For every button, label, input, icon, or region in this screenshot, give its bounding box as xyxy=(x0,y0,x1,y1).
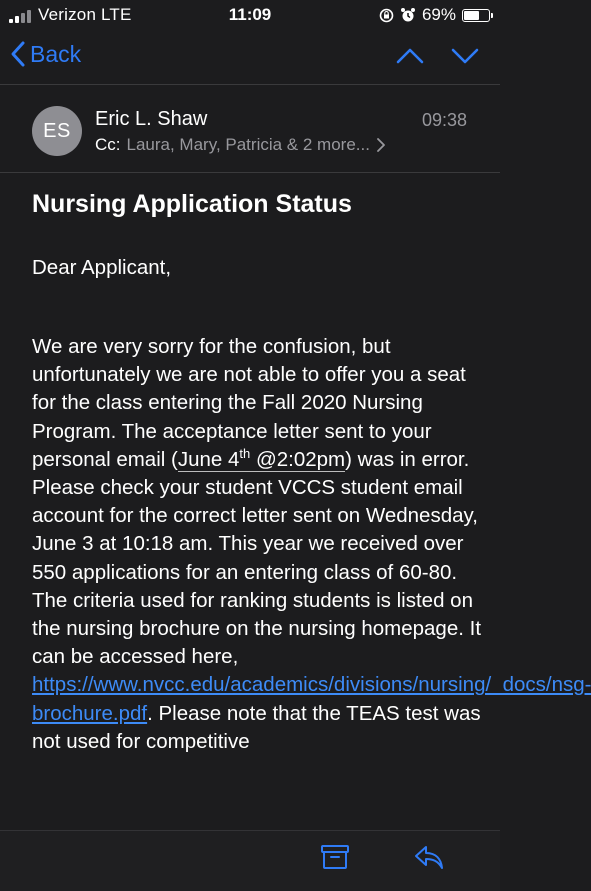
date-link-time: @2:02pm xyxy=(250,447,346,471)
date-link-day: June 4 xyxy=(177,447,240,471)
orientation-lock-icon xyxy=(379,8,394,23)
body-part-2: ) was in error. Please check your student VCCS student email account for the correct letter sent on Wednesday, June 3 at 10:18 am. This year we received over 550 applications for an entering class of 60-80. The criteria used for ranking students is listed on the nursing brochure on the nursing homepage. It can be accessed here, xyxy=(32,447,482,669)
email-greeting: Dear Applicant, xyxy=(32,256,172,279)
email-subject: Nursing Application Status xyxy=(32,190,352,218)
date-link-suffix: th xyxy=(239,445,251,461)
archive-box-icon[interactable] xyxy=(320,843,350,871)
message-time: 09:38 xyxy=(421,110,467,130)
carrier-name: Verizon LTE xyxy=(38,5,132,24)
cc-label: Cc: xyxy=(95,135,121,154)
chevron-right-icon xyxy=(375,137,387,153)
previous-message-chevron-up-icon[interactable] xyxy=(395,46,425,66)
alarm-clock-icon xyxy=(400,7,416,23)
body-part-1: We are very sorry for the confusion, but unfortunately we are not able to offer you a seat for the class entering the Fall 2020 Nursing Program. The acceptance letter sent to your personal email ( xyxy=(32,335,466,471)
reply-arrow-icon[interactable] xyxy=(413,843,445,871)
cc-recipients: Laura, Mary, Patricia & 2 more... xyxy=(126,135,370,154)
nav-divider xyxy=(0,84,500,85)
battery-percent: 69% xyxy=(421,5,456,24)
status-clock: 11:09 xyxy=(228,5,272,24)
email-body xyxy=(32,333,591,756)
status-bar xyxy=(0,0,500,30)
header-divider xyxy=(0,172,500,173)
sender-name[interactable]: Eric L. Shaw xyxy=(95,108,208,130)
chevron-left-icon xyxy=(10,40,26,68)
bottom-toolbar xyxy=(0,830,500,891)
date-link[interactable] xyxy=(177,445,346,472)
body-part-3: . Please note that the TEAS test was not used for competitive xyxy=(32,701,481,753)
battery-icon xyxy=(462,9,490,22)
back-button[interactable] xyxy=(10,40,81,68)
next-message-chevron-down-icon[interactable] xyxy=(450,46,480,66)
back-label: Back xyxy=(30,40,82,67)
brochure-link[interactable]: https://www.nvcc.edu/academics/divisions/nursing/_docs/nsg-brochure.pdf xyxy=(32,673,591,725)
cc-line[interactable] xyxy=(95,135,387,155)
avatar: ES xyxy=(32,106,82,156)
status-right xyxy=(379,5,490,25)
nav-bar xyxy=(0,30,500,84)
